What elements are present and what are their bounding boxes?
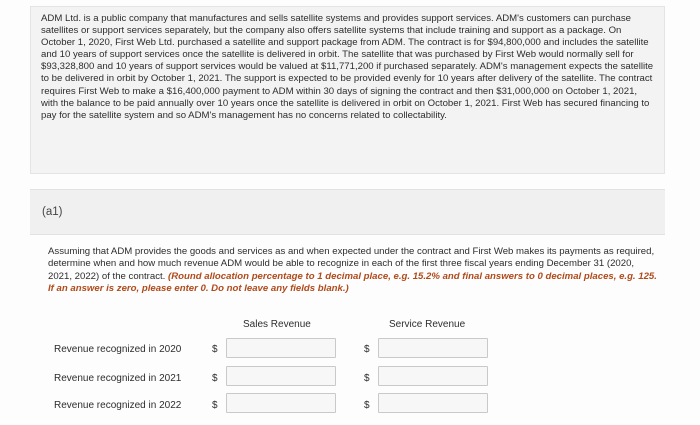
service-revenue-2021-input[interactable] bbox=[378, 366, 488, 386]
sales-revenue-2022-input[interactable] bbox=[226, 393, 336, 413]
sales-revenue-2021-input[interactable] bbox=[226, 366, 336, 386]
service-revenue-header: Service Revenue bbox=[389, 319, 466, 330]
service-revenue-2020-input[interactable] bbox=[378, 338, 488, 358]
service-dollar-sign: $ bbox=[364, 400, 370, 411]
problem-statement bbox=[30, 6, 665, 174]
sales-dollar-sign: $ bbox=[212, 400, 218, 411]
question-prompt bbox=[48, 246, 660, 296]
service-revenue-2022-input[interactable] bbox=[378, 393, 488, 413]
question-body: Assuming that ADM provides the goods and services as and when expected under the contract and First Web makes its payments as required, determine when and how much revenue ADM would be able to recognize in each of the first three fiscal years ending December 31 (2020, 2021, 2022) of the contract. bbox=[48, 246, 655, 282]
question-text bbox=[48, 246, 660, 296]
part-label: (a1) bbox=[42, 206, 63, 218]
service-dollar-sign: $ bbox=[364, 373, 370, 384]
row-label-2021: Revenue recognized in 2021 bbox=[54, 373, 182, 384]
row-label-2022: Revenue recognized in 2022 bbox=[54, 400, 182, 411]
question-hint: (Round allocation percentage to 1 decimal place, e.g. 15.2% and final answers to 0 decimal places, e.g. 125. If an answer is zero, please enter 0. Do not leave any fields blank.) bbox=[48, 270, 657, 295]
sales-revenue-header: Sales Revenue bbox=[243, 319, 311, 330]
row-label-2020: Revenue recognized in 2020 bbox=[54, 344, 182, 355]
part-header bbox=[30, 189, 665, 235]
sales-dollar-sign: $ bbox=[212, 373, 218, 384]
sales-revenue-2020-input[interactable] bbox=[226, 338, 336, 358]
service-dollar-sign: $ bbox=[364, 344, 370, 355]
problem-text: ADM Ltd. is a public company that manufactures and sells satellite systems and provides support services. ADM's customers can purchase satellites or support services separately, but the company also offers satellite systems that include training and support as a package. On October 1, 2020, First Web Ltd. purchased a satellite and support package from ADM. The contract is for $94,800,000 and includes the satellite and 10 years of support services once the satellite is delivered in orbit. The satellite that was purchased by First Web would normally sell for $93,328,800 and 10 years of support services would be valued at $11,771,200 if purchased separately. ADM's management expects the satellite to be delivered in orbit by October 1, 2021. The support is expected to be provided evenly for 10 years after delivery of the satellite. The contract requires First Web to make a $16,400,000 payment to ADM within 30 days of signing the contract and then $31,000,000 on October 1, 2021, with the balance to be paid annually over 10 years once the satellite is delivered in orbit on October 1, 2021. First Web has secured financing to pay for the satellite system and so ADM's management has no concerns related to collectability. bbox=[41, 13, 654, 121]
sales-dollar-sign: $ bbox=[212, 344, 218, 355]
